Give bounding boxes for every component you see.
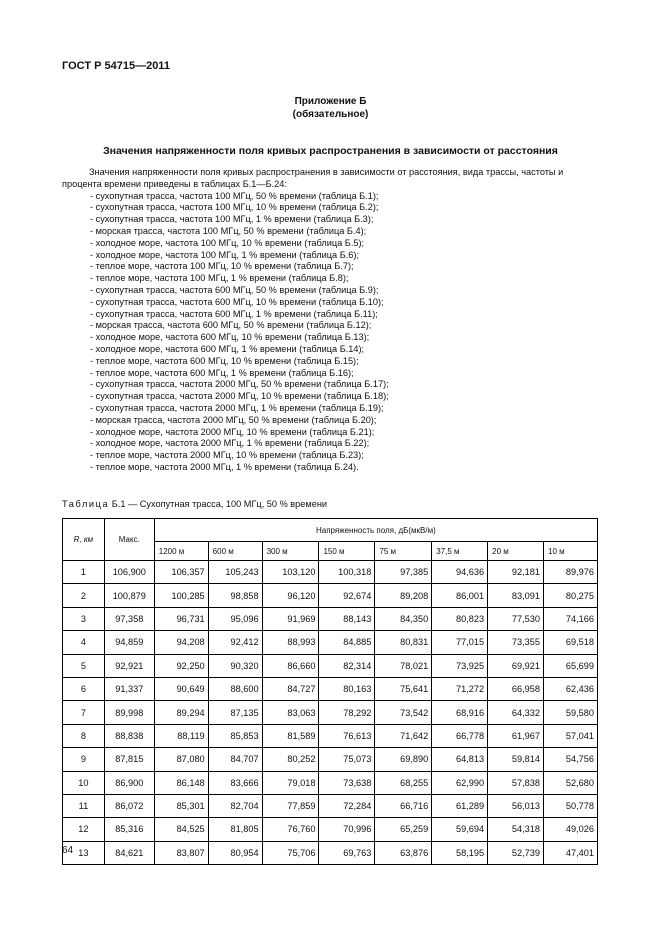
distance-cell: 2 xyxy=(63,584,105,607)
table-caption-label: Таблица xyxy=(62,499,110,509)
value-cell: 91,969 xyxy=(262,607,319,630)
table-list-item: - сухопутная трасса, частота 2000 МГц, 10 % времени (таблица Б.18); xyxy=(90,391,389,402)
distance-cell: 4 xyxy=(63,631,105,654)
header-height: 10 м xyxy=(544,542,598,561)
value-cell: 86,001 xyxy=(432,584,488,607)
intro-paragraph: Значения напряженности поля кривых распространения в зависимости от расстояния, вида трассы, частоты и процента времени приведены в таблицах Б.1—Б.24: xyxy=(62,167,564,189)
value-cell: 82,314 xyxy=(319,654,375,677)
intro-block xyxy=(62,167,602,474)
table-list-item: - холодное море, частота 100 МГц, 10 % времени (таблица Б.5); xyxy=(90,237,365,248)
value-cell: 85,301 xyxy=(154,794,208,817)
value-cell: 69,518 xyxy=(544,631,598,654)
value-cell: 87,080 xyxy=(154,748,208,771)
value-cell: 84,707 xyxy=(208,748,262,771)
distance-cell: 5 xyxy=(63,654,105,677)
table-list xyxy=(62,191,602,474)
value-cell: 83,807 xyxy=(154,841,208,864)
value-cell: 63,876 xyxy=(375,841,432,864)
table-row xyxy=(63,724,598,747)
value-cell: 68,255 xyxy=(375,771,432,794)
table-list-item: - сухопутная трасса, частота 100 МГц, 10 % времени (таблица Б.2); xyxy=(90,202,379,213)
value-cell: 66,958 xyxy=(488,677,544,700)
value-cell: 72,284 xyxy=(319,794,375,817)
table-row xyxy=(63,654,598,677)
value-cell: 92,674 xyxy=(319,584,375,607)
value-cell: 80,163 xyxy=(319,677,375,700)
value-cell: 88,143 xyxy=(319,607,375,630)
table-list-item: - теплое море, частота 600 МГц, 1 % времени (таблица Б.16); xyxy=(90,367,354,378)
header-height: 1200 м xyxy=(154,542,208,561)
table-list-item: - сухопутная трасса, частота 100 МГц, 50 % времени (таблица Б.1); xyxy=(90,190,379,201)
table-list-item: - холодное море, частота 2000 МГц, 10 % времени (таблица Б.21); xyxy=(90,426,375,437)
max-cell: 88,838 xyxy=(104,724,154,747)
distance-cell: 1 xyxy=(63,561,105,584)
table-row xyxy=(63,631,598,654)
table-caption-text: Б.1 — Сухопутная трасса, 100 МГц, 50 % времени xyxy=(109,499,328,509)
value-cell: 83,063 xyxy=(262,701,319,724)
value-cell: 105,243 xyxy=(208,561,262,584)
value-cell: 80,823 xyxy=(432,607,488,630)
table-row xyxy=(63,794,598,817)
value-cell: 84,525 xyxy=(154,818,208,841)
value-cell: 77,530 xyxy=(488,607,544,630)
table-row xyxy=(63,818,598,841)
table-list-item: - теплое море, частота 100 МГц, 10 % времени (таблица Б.7); xyxy=(90,261,354,272)
value-cell: 56,013 xyxy=(488,794,544,817)
value-cell: 52,680 xyxy=(544,771,598,794)
appendix-title: Приложение Б xyxy=(294,96,367,107)
max-cell: 97,358 xyxy=(104,607,154,630)
value-cell: 77,859 xyxy=(262,794,319,817)
value-cell: 69,890 xyxy=(375,748,432,771)
value-cell: 95,096 xyxy=(208,607,262,630)
section-title: Значения напряженности поля кривых распространения в зависимости от расстояния xyxy=(103,145,558,157)
value-cell: 97,385 xyxy=(375,561,432,584)
header-height: 300 м xyxy=(262,542,319,561)
table-row xyxy=(63,607,598,630)
value-cell: 78,292 xyxy=(319,701,375,724)
value-cell: 80,831 xyxy=(375,631,432,654)
value-cell: 75,706 xyxy=(262,841,319,864)
value-cell: 73,542 xyxy=(375,701,432,724)
value-cell: 83,666 xyxy=(208,771,262,794)
max-cell: 91,337 xyxy=(104,677,154,700)
table-list-item: - сухопутная трасса, частота 100 МГц, 1 % времени (таблица Б.3); xyxy=(90,214,374,225)
appendix-subtitle: (обязательное) xyxy=(292,109,369,120)
table-list-item: - сухопутная трасса, частота 600 МГц, 1 % времени (таблица Б.11); xyxy=(90,308,378,319)
value-cell: 59,580 xyxy=(544,701,598,724)
value-cell: 75,641 xyxy=(375,677,432,700)
value-cell: 89,976 xyxy=(544,561,598,584)
value-cell: 88,993 xyxy=(262,631,319,654)
value-cell: 84,885 xyxy=(319,631,375,654)
value-cell: 71,272 xyxy=(432,677,488,700)
value-cell: 80,954 xyxy=(208,841,262,864)
table-list-item: - морская трасса, частота 600 МГц, 50 % времени (таблица Б.12); xyxy=(90,320,372,331)
value-cell: 57,838 xyxy=(488,771,544,794)
value-cell: 76,760 xyxy=(262,818,319,841)
value-cell: 100,285 xyxy=(154,584,208,607)
value-cell: 89,208 xyxy=(375,584,432,607)
max-cell: 92,921 xyxy=(104,654,154,677)
max-cell: 86,900 xyxy=(104,771,154,794)
table-list-item: - холодное море, частота 600 МГц, 1 % времени (таблица Б.14); xyxy=(90,343,365,354)
value-cell: 88,119 xyxy=(154,724,208,747)
value-cell: 85,853 xyxy=(208,724,262,747)
value-cell: 57,041 xyxy=(544,724,598,747)
header-field-strength: Напряженность поля, дБ(мкВ/м) xyxy=(154,519,597,542)
value-cell: 81,805 xyxy=(208,818,262,841)
header-height: 37,5 м xyxy=(432,542,488,561)
distance-cell: 7 xyxy=(63,701,105,724)
value-cell: 92,181 xyxy=(488,561,544,584)
value-cell: 58,195 xyxy=(432,841,488,864)
table-body xyxy=(63,561,598,865)
value-cell: 98,858 xyxy=(208,584,262,607)
value-cell: 73,638 xyxy=(319,771,375,794)
distance-cell: 10 xyxy=(63,771,105,794)
header-height: 150 м xyxy=(319,542,375,561)
table-list-item: - холодное море, частота 600 МГц, 10 % времени (таблица Б.13); xyxy=(90,332,370,343)
value-cell: 96,120 xyxy=(262,584,319,607)
table-list-item: - сухопутная трасса, частота 2000 МГц, 50 % времени (таблица Б.17); xyxy=(90,379,389,390)
max-cell: 94,859 xyxy=(104,631,154,654)
value-cell: 103,120 xyxy=(262,561,319,584)
table-row xyxy=(63,584,598,607)
table-list-item: - теплое море, частота 100 МГц, 1 % времени (таблица Б.8); xyxy=(90,273,349,284)
distance-cell: 9 xyxy=(63,748,105,771)
distance-cell: 8 xyxy=(63,724,105,747)
distance-cell: 11 xyxy=(63,794,105,817)
table-list-item: - сухопутная трасса, частота 600 МГц, 10 % времени (таблица Б.10); xyxy=(90,296,384,307)
value-cell: 61,967 xyxy=(488,724,544,747)
table-list-item: - теплое море, частота 2000 МГц, 1 % времени (таблица Б.24). xyxy=(90,461,359,472)
value-cell: 64,813 xyxy=(432,748,488,771)
header-height: 600 м xyxy=(208,542,262,561)
value-cell: 86,660 xyxy=(262,654,319,677)
value-cell: 76,613 xyxy=(319,724,375,747)
value-cell: 54,756 xyxy=(544,748,598,771)
table-list-item: - теплое море, частота 2000 МГц, 10 % времени (таблица Б.23); xyxy=(90,450,364,461)
value-cell: 94,208 xyxy=(154,631,208,654)
value-cell: 100,318 xyxy=(319,561,375,584)
value-cell: 47,401 xyxy=(544,841,598,864)
value-cell: 90,649 xyxy=(154,677,208,700)
value-cell: 86,148 xyxy=(154,771,208,794)
table-list-item: - морская трасса, частота 100 МГц, 50 % времени (таблица Б.4); xyxy=(90,225,367,236)
max-cell: 85,316 xyxy=(104,818,154,841)
value-cell: 83,091 xyxy=(488,584,544,607)
value-cell: 78,021 xyxy=(375,654,432,677)
value-cell: 84,727 xyxy=(262,677,319,700)
value-cell: 82,704 xyxy=(208,794,262,817)
value-cell: 65,259 xyxy=(375,818,432,841)
value-cell: 64,332 xyxy=(488,701,544,724)
table-row xyxy=(63,771,598,794)
value-cell: 73,925 xyxy=(432,654,488,677)
value-cell: 65,699 xyxy=(544,654,598,677)
value-cell: 69,763 xyxy=(319,841,375,864)
value-cell: 92,412 xyxy=(208,631,262,654)
table-list-item: - сухопутная трасса, частота 600 МГц, 50 % времени (таблица Б.9); xyxy=(90,284,379,295)
value-cell: 81,589 xyxy=(262,724,319,747)
distance-cell: 13 xyxy=(63,841,105,864)
distance-cell: 12 xyxy=(63,818,105,841)
value-cell: 89,294 xyxy=(154,701,208,724)
header-distance: R, км xyxy=(63,519,105,561)
value-cell: 75,073 xyxy=(319,748,375,771)
value-cell: 66,716 xyxy=(375,794,432,817)
value-cell: 79,018 xyxy=(262,771,319,794)
value-cell: 73,355 xyxy=(488,631,544,654)
value-cell: 61,289 xyxy=(432,794,488,817)
table-list-item: - сухопутная трасса, частота 2000 МГц, 1 % времени (таблица Б.19); xyxy=(90,402,384,413)
document-code: ГОСТ Р 54715—2011 xyxy=(62,60,170,72)
max-cell: 84,621 xyxy=(104,841,154,864)
value-cell: 68,916 xyxy=(432,701,488,724)
value-cell: 54,318 xyxy=(488,818,544,841)
distance-cell: 3 xyxy=(63,607,105,630)
value-cell: 59,694 xyxy=(432,818,488,841)
value-cell: 84,350 xyxy=(375,607,432,630)
table-row xyxy=(63,701,598,724)
table-row xyxy=(63,841,598,864)
value-cell: 71,642 xyxy=(375,724,432,747)
value-cell: 88,600 xyxy=(208,677,262,700)
table-row xyxy=(63,677,598,700)
value-cell: 90,320 xyxy=(208,654,262,677)
value-cell: 52,739 xyxy=(488,841,544,864)
table-list-item: - теплое море, частота 600 МГц, 10 % времени (таблица Б.15); xyxy=(90,355,359,366)
value-cell: 77,015 xyxy=(432,631,488,654)
page-number: 64 xyxy=(62,845,74,856)
value-cell: 87,135 xyxy=(208,701,262,724)
value-cell: 62,436 xyxy=(544,677,598,700)
value-cell: 92,250 xyxy=(154,654,208,677)
max-cell: 87,815 xyxy=(104,748,154,771)
value-cell: 69,921 xyxy=(488,654,544,677)
table-caption xyxy=(62,499,327,509)
max-cell: 100,879 xyxy=(104,584,154,607)
value-cell: 94,636 xyxy=(432,561,488,584)
table-list-item: - холодное море, частота 2000 МГц, 1 % времени (таблица Б.22); xyxy=(90,438,370,449)
header-max: Макс. xyxy=(104,519,154,561)
value-cell: 49,026 xyxy=(544,818,598,841)
value-cell: 62,990 xyxy=(432,771,488,794)
max-cell: 86,072 xyxy=(104,794,154,817)
value-cell: 106,357 xyxy=(154,561,208,584)
table-row xyxy=(63,748,598,771)
table-list-item: - морская трасса, частота 2000 МГц, 50 % времени (таблица Б.20); xyxy=(90,414,377,425)
field-strength-table xyxy=(62,518,598,865)
header-height: 75 м xyxy=(375,542,432,561)
value-cell: 66,778 xyxy=(432,724,488,747)
max-cell: 89,998 xyxy=(104,701,154,724)
distance-cell: 6 xyxy=(63,677,105,700)
table-list-item: - холодное море, частота 100 МГц, 1 % времени (таблица Б.6); xyxy=(90,249,359,260)
value-cell: 80,252 xyxy=(262,748,319,771)
value-cell: 50,778 xyxy=(544,794,598,817)
value-cell: 70,996 xyxy=(319,818,375,841)
value-cell: 96,731 xyxy=(154,607,208,630)
max-cell: 106,900 xyxy=(104,561,154,584)
header-height: 20 м xyxy=(488,542,544,561)
value-cell: 80,275 xyxy=(544,584,598,607)
value-cell: 74,166 xyxy=(544,607,598,630)
value-cell: 59,814 xyxy=(488,748,544,771)
table-row xyxy=(63,561,598,584)
